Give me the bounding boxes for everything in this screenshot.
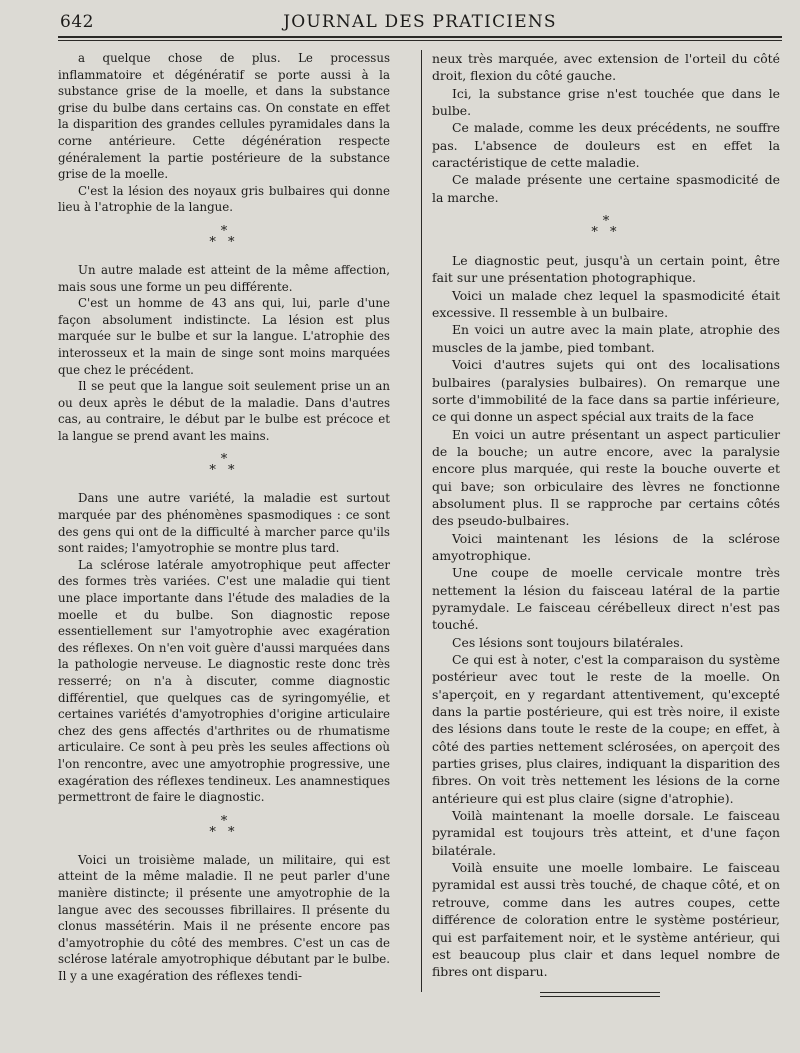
paragraph-continued: neux très marquée, avec extension de l'orteil du côté droit, flexion du côté gauche. — [432, 51, 780, 84]
paragraph: Voici un troisième malade, un militaire, qui est atteint de la même maladie. Il ne peut parler d'une manière distincte; il présente une amyotrophie de la langue avec des secousses fibrillaires. Il présente du clonus massétérin. Mais il ne présente encore pas d'amyotrophie du côté des membres. C'est un cas de sclérose latérale amyotrophique débutant par le bulbe. Il y a une exagération des réflexes tendi- — [58, 852, 390, 983]
right-section-b — [432, 252, 780, 980]
page-number: 642 — [60, 12, 94, 32]
paragraph: Voici un malade chez lequel la spasmodicité était excessive. Il ressemble à un bulbaire. — [432, 287, 780, 321]
end-rule — [540, 992, 660, 993]
paragraph: Le diagnostic peut, jusqu'à un certain point, être fait sur une présentation photographique. — [432, 253, 780, 286]
paragraph: Ce malade, comme les deux précédents, ne souffre pas. L'absence de douleurs est en effet la caractéristique de cette maladie. — [432, 120, 780, 171]
left-section-d — [58, 852, 390, 985]
paragraph: Ici, la substance grise n'est touchée que dans le bulbe. — [432, 85, 780, 119]
section-asterism: * * * — [209, 452, 239, 479]
paragraph: Dans une autre variété, la maladie est surtout marquée par des phénomènes spasmodiques : ce sont des gens qui ont de la difficulté à marcher parce qu'ils sont raides; l'amyotrophie se montre plus tard. — [58, 491, 390, 556]
section-asterism: * * * — [591, 214, 621, 241]
paragraph: Voilà ensuite une moelle lombaire. Le faisceau pyramidal est aussi très touché, de chaque côté, et on retrouve, comme dans les autres coupes, cette différence de coloration entre le système postérieur, qui est parfaitement noir, et le système antérieur, qui est beaucoup plus clair et dans lequel nombre de fibres ont disparu. — [432, 860, 780, 980]
paragraph: Voilà maintenant la moelle dorsale. Le faisceau pyramidal est toujours très atteint, et d'une façon bilatérale. — [432, 808, 780, 858]
header-rule-thin — [58, 40, 782, 41]
section-asterism: * * * — [209, 813, 239, 840]
paragraph: Voici d'autres sujets qui ont des localisations bulbaires (paralysies bulbaires). On remarque une sorte d'immobilité de la face dans sa partie inférieure, ce qui donne un aspect spécial aux traits de la face — [432, 357, 780, 425]
paragraph: C'est la lésion des noyaux gris bulbaires qui donne lieu à l'atrophie de la langue. — [58, 183, 390, 215]
running-head: JOURNAL DES PRATICIENS — [283, 12, 557, 32]
paragraph: a quelque chose de plus. Le processus inflammatoire et dégénératif se porte aussi à la substance grise de la moelle, et dans la substance grise du bulbe dans certains cas. On constate en effet la disparition des grandes cellules pyramidales dans la corne antérieure. Cette dégénération respecte généralement la partie postérieure de la substance grise de la moelle. — [58, 51, 390, 182]
paragraph: Ce qui est à noter, c'est la comparaison du système postérieur avec tout le reste de la moelle. On s'aperçoit, en y regardant attentivement, qu'excepté dans la partie postérieure, qui est très noire, il existe des lésions dans toute le reste de la coupe; en effet, à côté des parties nettement sclérosées, on aperçoit des parties grises, plus claires, indiquant la disparition des fibres. On voit très nettement les lésions de la corne antérieure qui est plus claire (signe d'atrophie). — [432, 652, 780, 806]
page-header — [60, 10, 780, 38]
left-section-a — [58, 50, 390, 216]
header-rule — [58, 36, 782, 38]
left-section-c — [58, 490, 390, 805]
paragraph: Il se peut que la langue soit seulement prise un an ou deux après le début de la maladie. Dans d'autres cas, au contraire, le début par le bulbe est précoce et la langue se prend avant les mains. — [58, 379, 390, 443]
column-divider — [421, 50, 422, 992]
paragraph: Ces lésions sont toujours bilatérales. — [452, 634, 684, 650]
paragraph: La sclérose latérale amyotrophique peut affecter des formes très variées. C'est une maladie qui tient une place importante dans l'étude des maladies de la moelle et du bulbe. Son diagnostic repose essentiellement sur l'amyotrophie avec exagération des réflexes. On n'en voit guère d'aussi marquées dans la pathologie nerveuse. Le diagnostic reste donc très resserré; on n'a à discuter, comme diagnostic différentiel, que quelques cas de syringomyélie, et certaines variétés d'amyotrophies d'origine articulaire chez des gens affectés d'arthrites ou de rhumatisme articulaire. Ce sont à peu près les seules affections où l'on rencontre, avec une amyotrophie progressive, une exagération des réflexes tendineux. Les anamnestiques permettront de faire le diagnostic. — [58, 557, 390, 805]
section-asterism: * * * — [209, 223, 239, 250]
left-column — [58, 50, 390, 985]
paragraph: En voici un autre présentant un aspect particulier de la bouche; un autre encore, avec la paralysie encore plus marquée, qui reste la bouche ouverte et qui bave; son orbiculaire des lèvres ne fonctionne absolument plus. Il se rapproche par certains côtés des pseudo-bulbaires. — [432, 426, 780, 529]
paragraph: Ce malade présente une certaine spasmodicité de la marche. — [432, 172, 780, 205]
paragraph: C'est un homme de 43 ans qui, lui, parle d'une façon absolument indistincte. La lésion est plus marquée sur le bulbe et sur la langue. L'atrophie des interosseux et la main de singe sont moins marquées que chez le précédent. — [58, 296, 390, 377]
paragraph: Une coupe de moelle cervicale montre très nettement la lésion du faisceau latéral de la partie pyramydale. Le faisceau cérébelleux direct n'est pas touché. — [432, 565, 780, 633]
paragraph: Un autre malade est atteint de la même affection, mais sous une forme un peu différente. — [58, 262, 390, 294]
right-section-a — [432, 50, 780, 206]
end-rule — [540, 996, 660, 997]
paragraph: Voici maintenant les lésions de la sclérose amyotrophique. — [432, 530, 780, 563]
left-section-b — [58, 262, 390, 445]
paragraph: En voici un autre avec la main plate, atrophie des muscles de la jambe, pied tombant. — [432, 322, 780, 355]
right-column — [432, 50, 780, 981]
